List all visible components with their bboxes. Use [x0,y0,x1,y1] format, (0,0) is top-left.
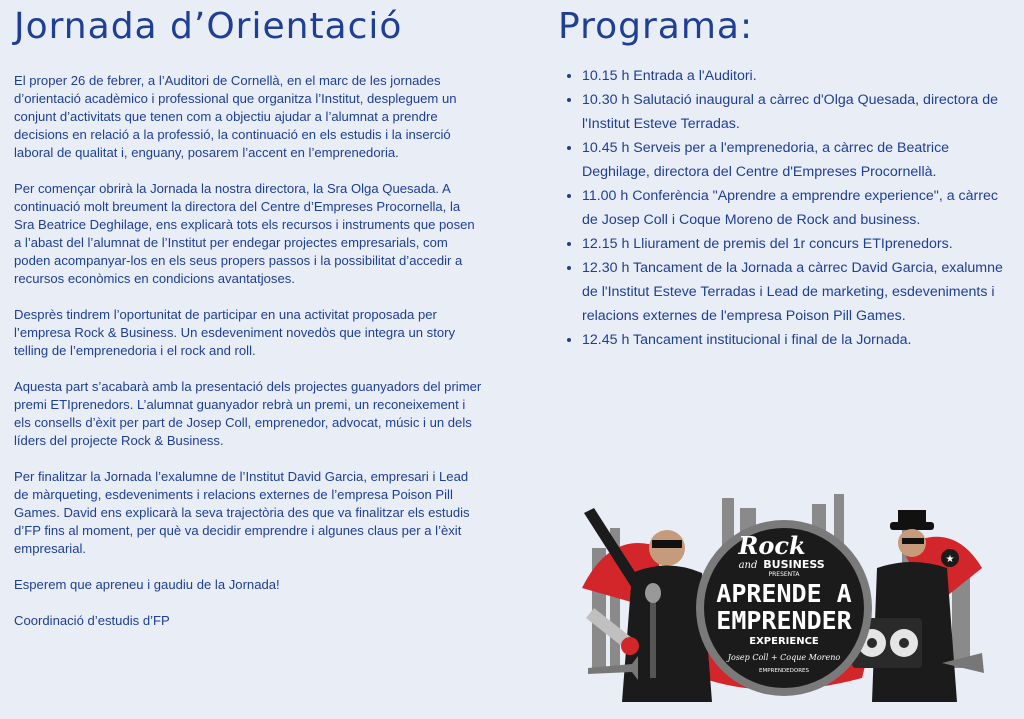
program-list [558,64,1012,352]
svg-text:★: ★ [945,554,955,565]
paragraph: Esperem que apreneu i gaudiu de la Jornada! [14,577,280,592]
brand-and: and [738,560,758,571]
signature: Coordinació d’estudis d’FP [14,613,170,628]
page-title: Jornada d’Orientació [14,6,403,47]
list-item: • 11.00 h Conferència "Aprendre a emprendre experience", a càrrec de Josep Coll i Coque Moreno de Rock and business. [582,184,1012,232]
paragraph: Desprès tindrem l’oportunitat de participar en una activitat proposada per l’empresa Rock & Business. Un esdeveniment novedòs que integra un story telling de l’emprenedoria i el rock and roll. [14,307,456,358]
list-item: • 12.45 h Tancament institucional i final de la Jornada. [582,328,1012,352]
paragraph: Per començar obrirà la Jornada la nostra directora, la Sra Olga Quesada. A continuació molt breument la directora del Centre d’Empreses Procornella, la Sra Beatrice Deghilage, ens explicarà tots els recursos i instruments que posen a l’abast del l’alumnat de l’Institut per endegar projectes empresarials, com poden acompanyar-los en els seus propers passos i la possibilitat d’accedir a recursos econòmics en condicions avantatjoses. [14,181,475,286]
list-item: • 10.45 h Serveis per a l'emprenedoria, a càrrec de Beatrice Deghilage, directora del Centre d'Empreses Procornellà. [582,136,1012,184]
headline-line1: APRENDE A [716,579,852,608]
experience-label: EXPERIENCE [749,636,819,647]
list-item: • 12.15 h Lliurament de premis del 1r concurs ETIprenedors. [582,232,1012,256]
paragraph: Per finalitzar la Jornada l’exalumne de l’Institut David Garcia, empresari i Lead de màrqueting, esdeveniments i relacions externes de l’empresa Poison Pill Games. David ens explicarà la seva trajectòria des que va finalitzar els estudis d’FP fins al moment, per què va decidir emprendre i algunes claus per a l’èxit empresarial. [14,469,470,556]
list-item: • 10.30 h Salutació inaugural a càrrec d'Olga Quesada, directora de l'Institut Esteve Terradas. [582,88,1012,136]
presents-label: PRESENTA [768,571,800,578]
list-item: • 12.30 h Tancament de la Jornada a càrrec David Garcia, exalumne de l'Institut Esteve Terradas i Lead de marketing, esdeveniments i relacions externes de l'empresa Poison Pill Games. [582,256,1012,328]
headline-line2: EMPRENDER [716,606,852,635]
poster-footer: EMPRENDEDORES [758,668,810,674]
event-logo [696,520,872,696]
brand-rock: Rock [738,531,806,560]
program-title: Programa: [558,6,754,47]
event-poster [572,488,996,702]
paragraph: Aquesta part s’acabarà amb la presentació dels projectes guanyadors del primer premi ETIprenedors. L’alumnat guanyador rebrà un premi, un reconeixement i els consells d’èxit per part de Josep Coll, emprenedor, advocat, músic i un dels líders del projecte Rock & Business. [14,379,482,448]
poster-names: Josep Coll + Coque Moreno [727,653,841,662]
list-item: • 10.15 h Entrada a l'Auditori. [582,64,1012,88]
intro-text [14,72,484,648]
brand-business: BUSINESS [763,558,825,571]
paragraph: El proper 26 de febrer, a l’Auditori de Cornellà, en el marc de les jornades d’orientació acadèmico i professional que organitza l’Institut, despleguem un conjunt d’activitats que tenen com a objectiu ajudar a l’alumnat a prendre decisions en relació a la professió, la continuació en els estudis i la inserció laboral de qualitat i, enguany, posarem l’accent en l’emprenedoria. [14,73,457,160]
